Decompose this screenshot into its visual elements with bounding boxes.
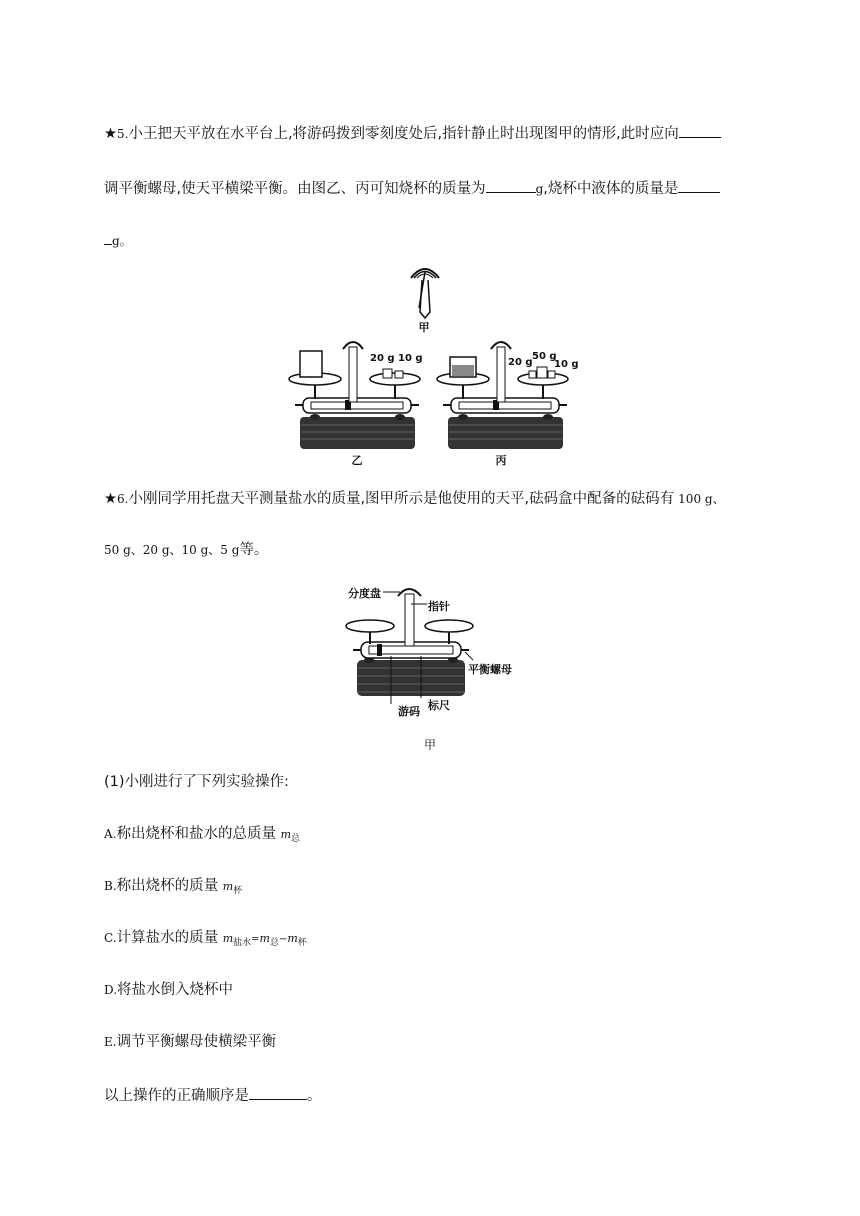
weight-label-bing-10: 10 g (554, 359, 579, 370)
q5-blank-beaker-mass[interactable] (486, 177, 536, 193)
label-scale: 标尺 (428, 699, 450, 712)
q6-part-1-text: (1)小刚进行了下列实验操作: (104, 774, 289, 790)
var-m: m (259, 932, 270, 945)
order-blank[interactable] (249, 1084, 307, 1100)
var-m: m (280, 828, 292, 841)
q5-unit-2: g。 (112, 234, 132, 248)
star-icon: ★ (104, 126, 117, 142)
subscript: 杯 (233, 886, 243, 896)
minus-sign: − (278, 934, 288, 945)
q6-text-1: 小刚同学用托盘天平测量盐水的质量,图甲所示是他使用的天平,砝码盒中配备的砝码有 (128, 491, 675, 507)
q5-unit-1: g (535, 182, 544, 196)
q5-text-3: ,烧杯中液体的质量是 (543, 181, 679, 197)
q6-part-1 (104, 772, 289, 792)
option-a-text: 称出烧杯和盐水的总质量 (116, 826, 276, 842)
q6-option-b (104, 876, 242, 901)
q5-line-2 (104, 177, 720, 199)
q5-fig-yi-label: 乙 (351, 454, 363, 467)
label-rider: 游码 (398, 705, 420, 718)
q6-option-d (104, 980, 233, 1000)
label-nut: 平衡螺母 (468, 663, 512, 676)
option-a-tag: A. (104, 827, 117, 841)
q6-line-2 (104, 540, 268, 560)
option-b-text: 称出烧杯的质量 (116, 878, 219, 894)
weight-label-yi-10: 10 g (398, 353, 423, 364)
weight-label-yi-20: 20 g (370, 353, 395, 364)
order-text: 以上操作的正确顺序是 (104, 1088, 249, 1104)
subscript: 总 (269, 938, 279, 948)
var-m: m (222, 932, 234, 945)
option-b-tag: B. (104, 879, 117, 893)
order-end: 。 (307, 1088, 322, 1104)
q5-line-1 (104, 122, 721, 144)
subscript: 总 (291, 834, 301, 844)
q5-text-2: 调平衡螺母,使天平横梁平衡。由图乙、丙可知烧杯的质量为 (104, 181, 486, 197)
q5-fig-bing-label: 丙 (495, 454, 507, 467)
option-e-text: 调节平衡螺母使横梁平衡 (116, 1034, 277, 1050)
option-d-text: 将盐水倒入烧杯中 (117, 982, 234, 998)
weight-label-bing-50: 50 g (532, 351, 557, 362)
q5-line-3 (104, 229, 132, 251)
star-icon: ★ (104, 491, 117, 507)
var-m: m (287, 932, 298, 945)
q5-blank-liquid-mass[interactable] (678, 177, 720, 193)
option-c-tag: C. (104, 931, 117, 945)
label-dial: 分度盘 (348, 587, 381, 600)
subscript: 盐水 (233, 938, 252, 948)
subscript: 杯 (297, 938, 307, 948)
weight-label-bing-20: 20 g (508, 357, 533, 368)
q6-option-e (104, 1032, 276, 1052)
q5-blank-liquid-mass-cont[interactable] (104, 229, 112, 245)
q6-option-a (104, 824, 300, 849)
label-pointer: 指针 (428, 600, 450, 613)
var-m: m (222, 880, 234, 893)
option-d-tag: D. (104, 983, 118, 997)
q5-blank-direction[interactable] (679, 122, 721, 138)
q5-number: 5. (117, 127, 129, 141)
equals-sign: = (251, 934, 260, 945)
q6-weights-1: 100 g、 (678, 492, 725, 506)
q6-order-line (104, 1084, 322, 1106)
q5-fig-jia-label: 甲 (418, 321, 430, 334)
q6-option-c (104, 928, 307, 953)
q6-line-1 (104, 489, 725, 509)
q6-text-2: 等。 (239, 542, 269, 558)
option-c-text: 计算盐水的质量 (116, 930, 219, 946)
q6-fig-caption: 甲 (423, 738, 436, 752)
q6-weights-2: 50 g、20 g、10 g、5 g (104, 543, 240, 557)
q6-number: 6. (117, 492, 129, 506)
q5-text-1: 小王把天平放在水平台上,将游码拨到零刻度处后,指针静止时出现图甲的情形,此时应向 (128, 126, 679, 142)
option-e-tag: E. (104, 1035, 117, 1049)
